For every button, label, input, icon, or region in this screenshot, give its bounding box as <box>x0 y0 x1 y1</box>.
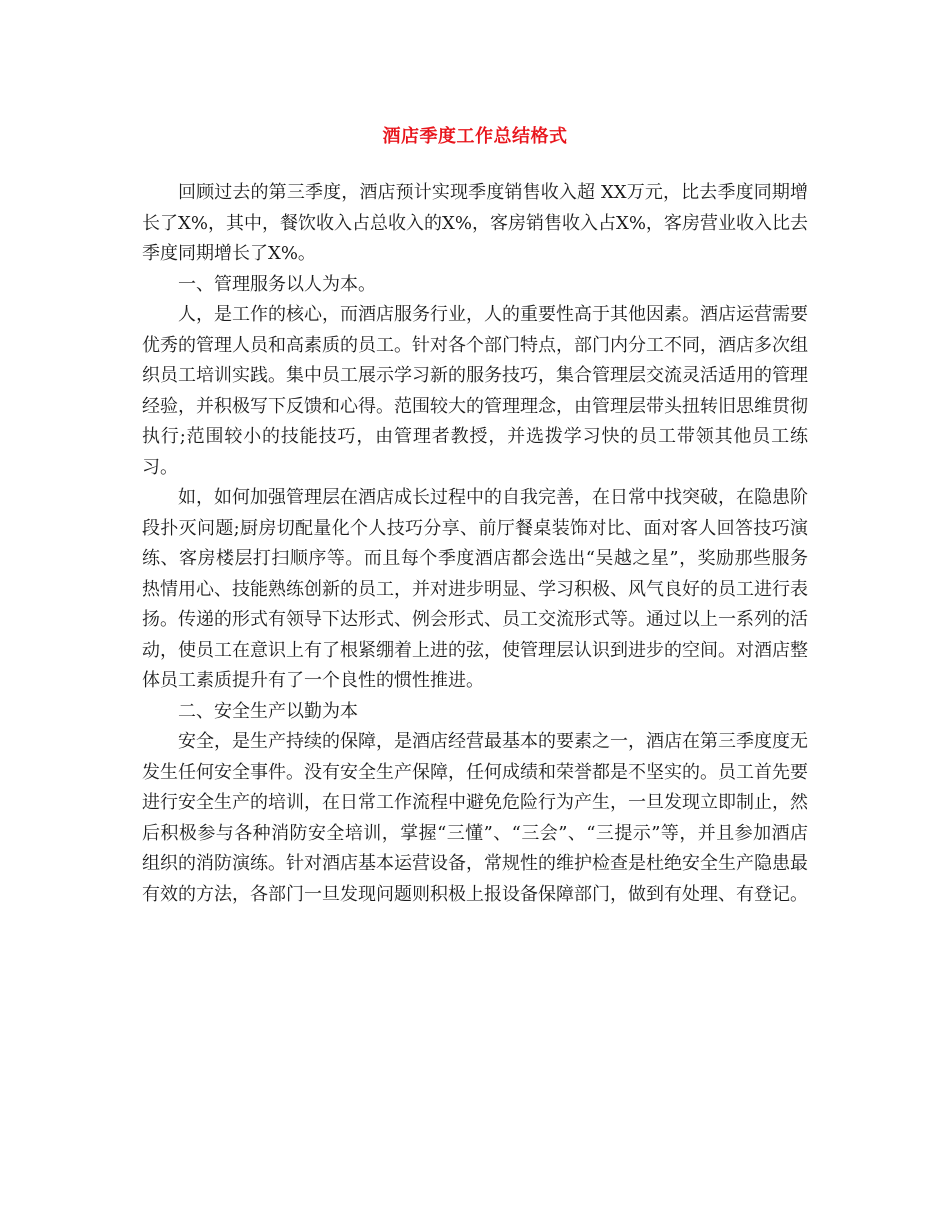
paragraph-safety: 安全，是生产持续的保障，是酒店经营最基本的要素之一，酒店在第三季度度无发生任何安全事件。没有安全生产保障，任何成绩和荣誉都是不坚实的。员工首先要进行安全生产的培训，在日常工作流程中避免危险行为产生，一旦发现立即制止，然后积极参与各种消防安全培训，掌握“三懂”、“三会”、“三提示”等，并且参加酒店组织的消防演练。针对酒店基本运营设备，常规性的维护检查是杜绝安全生产隐患最有效的方法，各部门一旦发现问题则积极上报设备保障部门，做到有处理、有登记。 <box>142 731 808 905</box>
paragraph-intro: 回顾过去的第三季度，酒店预计实现季度销售收入超 XX万元，比去季度同期增长了X%，其中，餐饮收入占总收入的X%，客房销售收入占X%，客房营业收入比去季度同期增长了X%。 <box>142 182 808 264</box>
paragraph-management-core: 人，是工作的核心，而酒店服务行业，人的重要性高于其他因素。酒店运营需要优秀的管理人员和高素质的员工。针对各个部门特点，部门内分工不同，酒店多次组织员工培训实践。集中员工展示学习新的服务技巧，集合管理层交流灵活适用的管理经验，并积极写下反馈和心得。范围较大的管理理念，由管理层带头扭转旧思维贯彻执行;范围较小的技能技巧，由管理者教授，并选拨学习快的员工带领其他员工练习。 <box>142 304 808 478</box>
section-heading-management: 一、管理服务以人为本。 <box>178 273 376 295</box>
paragraph-management-examples: 如，如何加强管理层在酒店成长过程中的自我完善，在日常中找突破，在隐患阶段扑灭问题;厨房切配量化个人技巧分享、前厅餐桌装饰对比、面对客人回答技巧演练、客房楼层打扫顺序等。而且每个季度酒店都会选出“吴越之星”，奖励那些服务热情用心、技能熟练创新的员工，并对进步明显、学习积极、风气良好的员工进行表扬。传递的形式有领导下达形式、例会形式、员工交流形式等。通过以上一系列的活动，使员工在意识上有了根紧绷着上进的弦，使管理层认识到进步的空间。对酒店整体员工素质提升有了一个良性的惯性推进。 <box>142 487 808 691</box>
section-heading-safety: 二、安全生产以勤为本 <box>178 700 358 722</box>
document-title: 酒店季度工作总结格式 <box>382 126 568 147</box>
document-body <box>142 178 808 910</box>
